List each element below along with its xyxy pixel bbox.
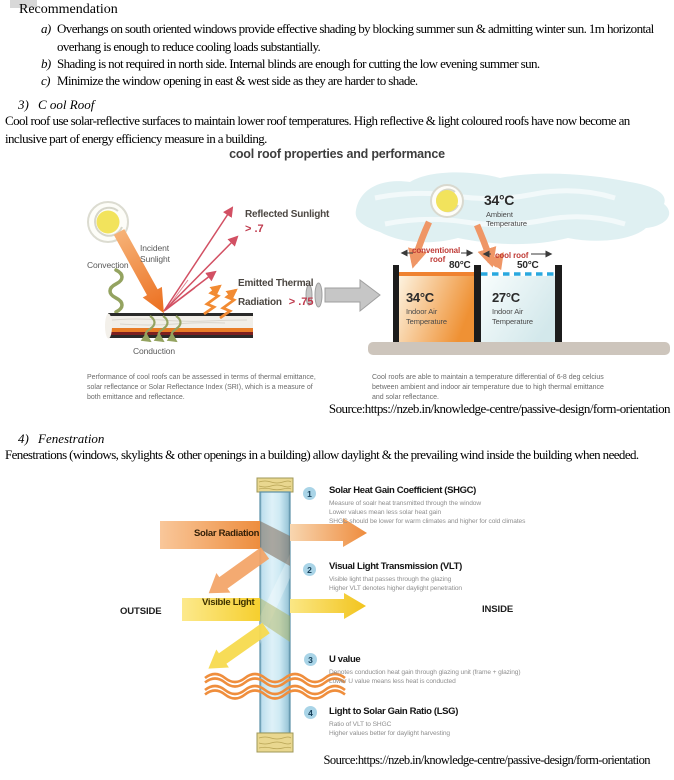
conventional-roof-line [399,272,474,276]
ambient-temp: 34°C [484,192,515,208]
coolroof-caption-right: Cool roofs are able to maintain a temperature differential of 6-8 deg celcius between ambient and indoor air temperature due to high thermal emittance and solar reflectance. [372,374,604,401]
reflected-sunlight-label: Reflected Sunlight [245,209,330,220]
room1-label-line1: Indoor Air [406,307,438,316]
fenestration-item-shgc [329,485,579,527]
item-3-number-badge: 3 [304,653,317,666]
reflected-value: > .7 [245,223,264,235]
fenestration-item-uvalue [329,654,579,686]
inside-label: INSIDE [482,604,514,615]
item-1-title: Solar Heat Gain Coefficient (SHGC) [329,485,476,496]
room1-temp: 34°C [406,290,434,305]
item-4-line2: Higher values better for daylight harvesting [329,730,450,738]
conventional-roof-label1: conventional [412,246,461,255]
emitted-value: > .75 [288,296,314,308]
item-2-number-badge: 2 [303,563,316,576]
list-marker-c: c) [41,73,50,88]
section4-number: 4) [18,431,29,446]
window-frame-bottom [257,733,293,752]
item-2-title: Visual Light Transmission (VLT) [329,561,462,572]
item-3-line1: Denotes conduction heat gain through glazing unit (frame + glazing) [329,669,521,676]
incident-label-line1: Incident [140,243,169,253]
list-item-b: Shading is not required in north side. Internal blinds are enough for cutting the low evening summer sun. [57,56,540,71]
transmitted-light-arrow [290,593,366,619]
item-2-line2: Higher VLT denotes higher daylight penetration [329,585,462,593]
incident-label-line2: Sunlight [140,254,170,264]
window-frame-top [257,478,293,492]
fenestration-source-link: Source:https://nzeb.in/knowledge-centre/passive-design/form-orientation [323,753,650,767]
cool-roof-label: cool roof [495,251,529,260]
list-marker-b: b) [41,56,51,71]
item-1-line2: Lower values mean less solar heat gain [329,509,442,517]
solar-radiation-label: Solar Radiation [194,528,260,539]
fenestration-item-vlt [329,561,579,593]
cool-roof-temp: 50°C [517,260,539,271]
list-marker-a: a) [41,21,51,36]
section3-title: C ool Roof [38,97,95,112]
convection-label: Convection [87,260,129,270]
item-1-line1: Measure of soalr heat transmitted through the window [329,500,482,507]
sun-icon-right [431,185,463,217]
fenestration-item-lsg [329,706,579,738]
recommendation-heading: Recommendation [19,2,118,17]
item-4-title: Light to Solar Gain Ratio (LSG) [329,706,459,717]
emitted-thermal-label: Emitted Thermal [238,278,314,289]
visible-light-label: Visible Light [202,597,255,608]
transition-arrow-icon [306,280,380,311]
ambient-label-line1: Ambient [486,210,513,219]
room1-label-line2: Temperature [406,317,448,326]
section3-body: Cool roof use solar-reflective surfaces to maintain lower roof temperatures. High reflective & light coloured roofs have now become an inclusive part of energy efficiency measure in a building. [5,113,630,146]
conduction-label: Conduction [133,346,176,356]
item-2-line1: Visible light that passes through the glazing [329,576,452,583]
item-1-number-badge: 1 [303,487,316,500]
ground-strip [368,342,670,355]
coolroof-source-link: Source:https://nzeb.in/knowledge-centre/passive-design/form-orientation [328,401,670,416]
section4-title: Fenestration [38,431,105,446]
room2-label-line1: Indoor Air [492,307,524,316]
list-item-c: Minimize the window opening in east & west side as they are harder to shade. [57,73,418,88]
radiation-label: Radiation [238,297,282,308]
item-3-line2: Lower U value means less heat is conducted [329,678,456,686]
room2-label-line2: Temperature [492,317,534,326]
coolroof-caption-left: Performance of cool roofs can be assessed in terms of thermal emittance, solar reflectance or Solar Reflectance Index (SRI), which is a measure of both emittance and reflectance. [87,374,316,401]
item-4-number-badge: 4 [304,706,317,719]
sky-band [356,172,669,244]
room2-temp: 27°C [492,290,520,305]
conventional-roof-temp: 80°C [449,260,471,271]
reflected-sunlight-arrows [164,208,237,311]
emitted-thermal-line2 [238,292,314,310]
coolroof-figure-title: cool roof properties and performance [229,147,445,161]
outside-label: OUTSIDE [120,606,162,617]
item-3-title: U value [329,654,361,665]
item-1-line3: SHGC should be lower for warm climates and higher for cold climates [329,518,526,526]
list-item-a: Overhangs on south oriented windows provide effective shading by blocking summer sun & admitting winter sun. 1m horizontal overhang is enough to reduce cooling loads substantially. [57,21,654,54]
ambient-label-line2: Temperature [486,219,528,228]
item-4-line1: Ratio of VLT to SHGC [329,721,392,728]
window-glass [260,492,290,733]
section3-number: 3) [18,97,29,112]
conventional-roof-label2: roof [430,255,446,264]
convection-squiggle [110,270,122,312]
section4-body: Fenestrations (windows, skylights & other openings in a building) allow daylight & the prevailing wind inside the building when needed. [5,447,639,462]
